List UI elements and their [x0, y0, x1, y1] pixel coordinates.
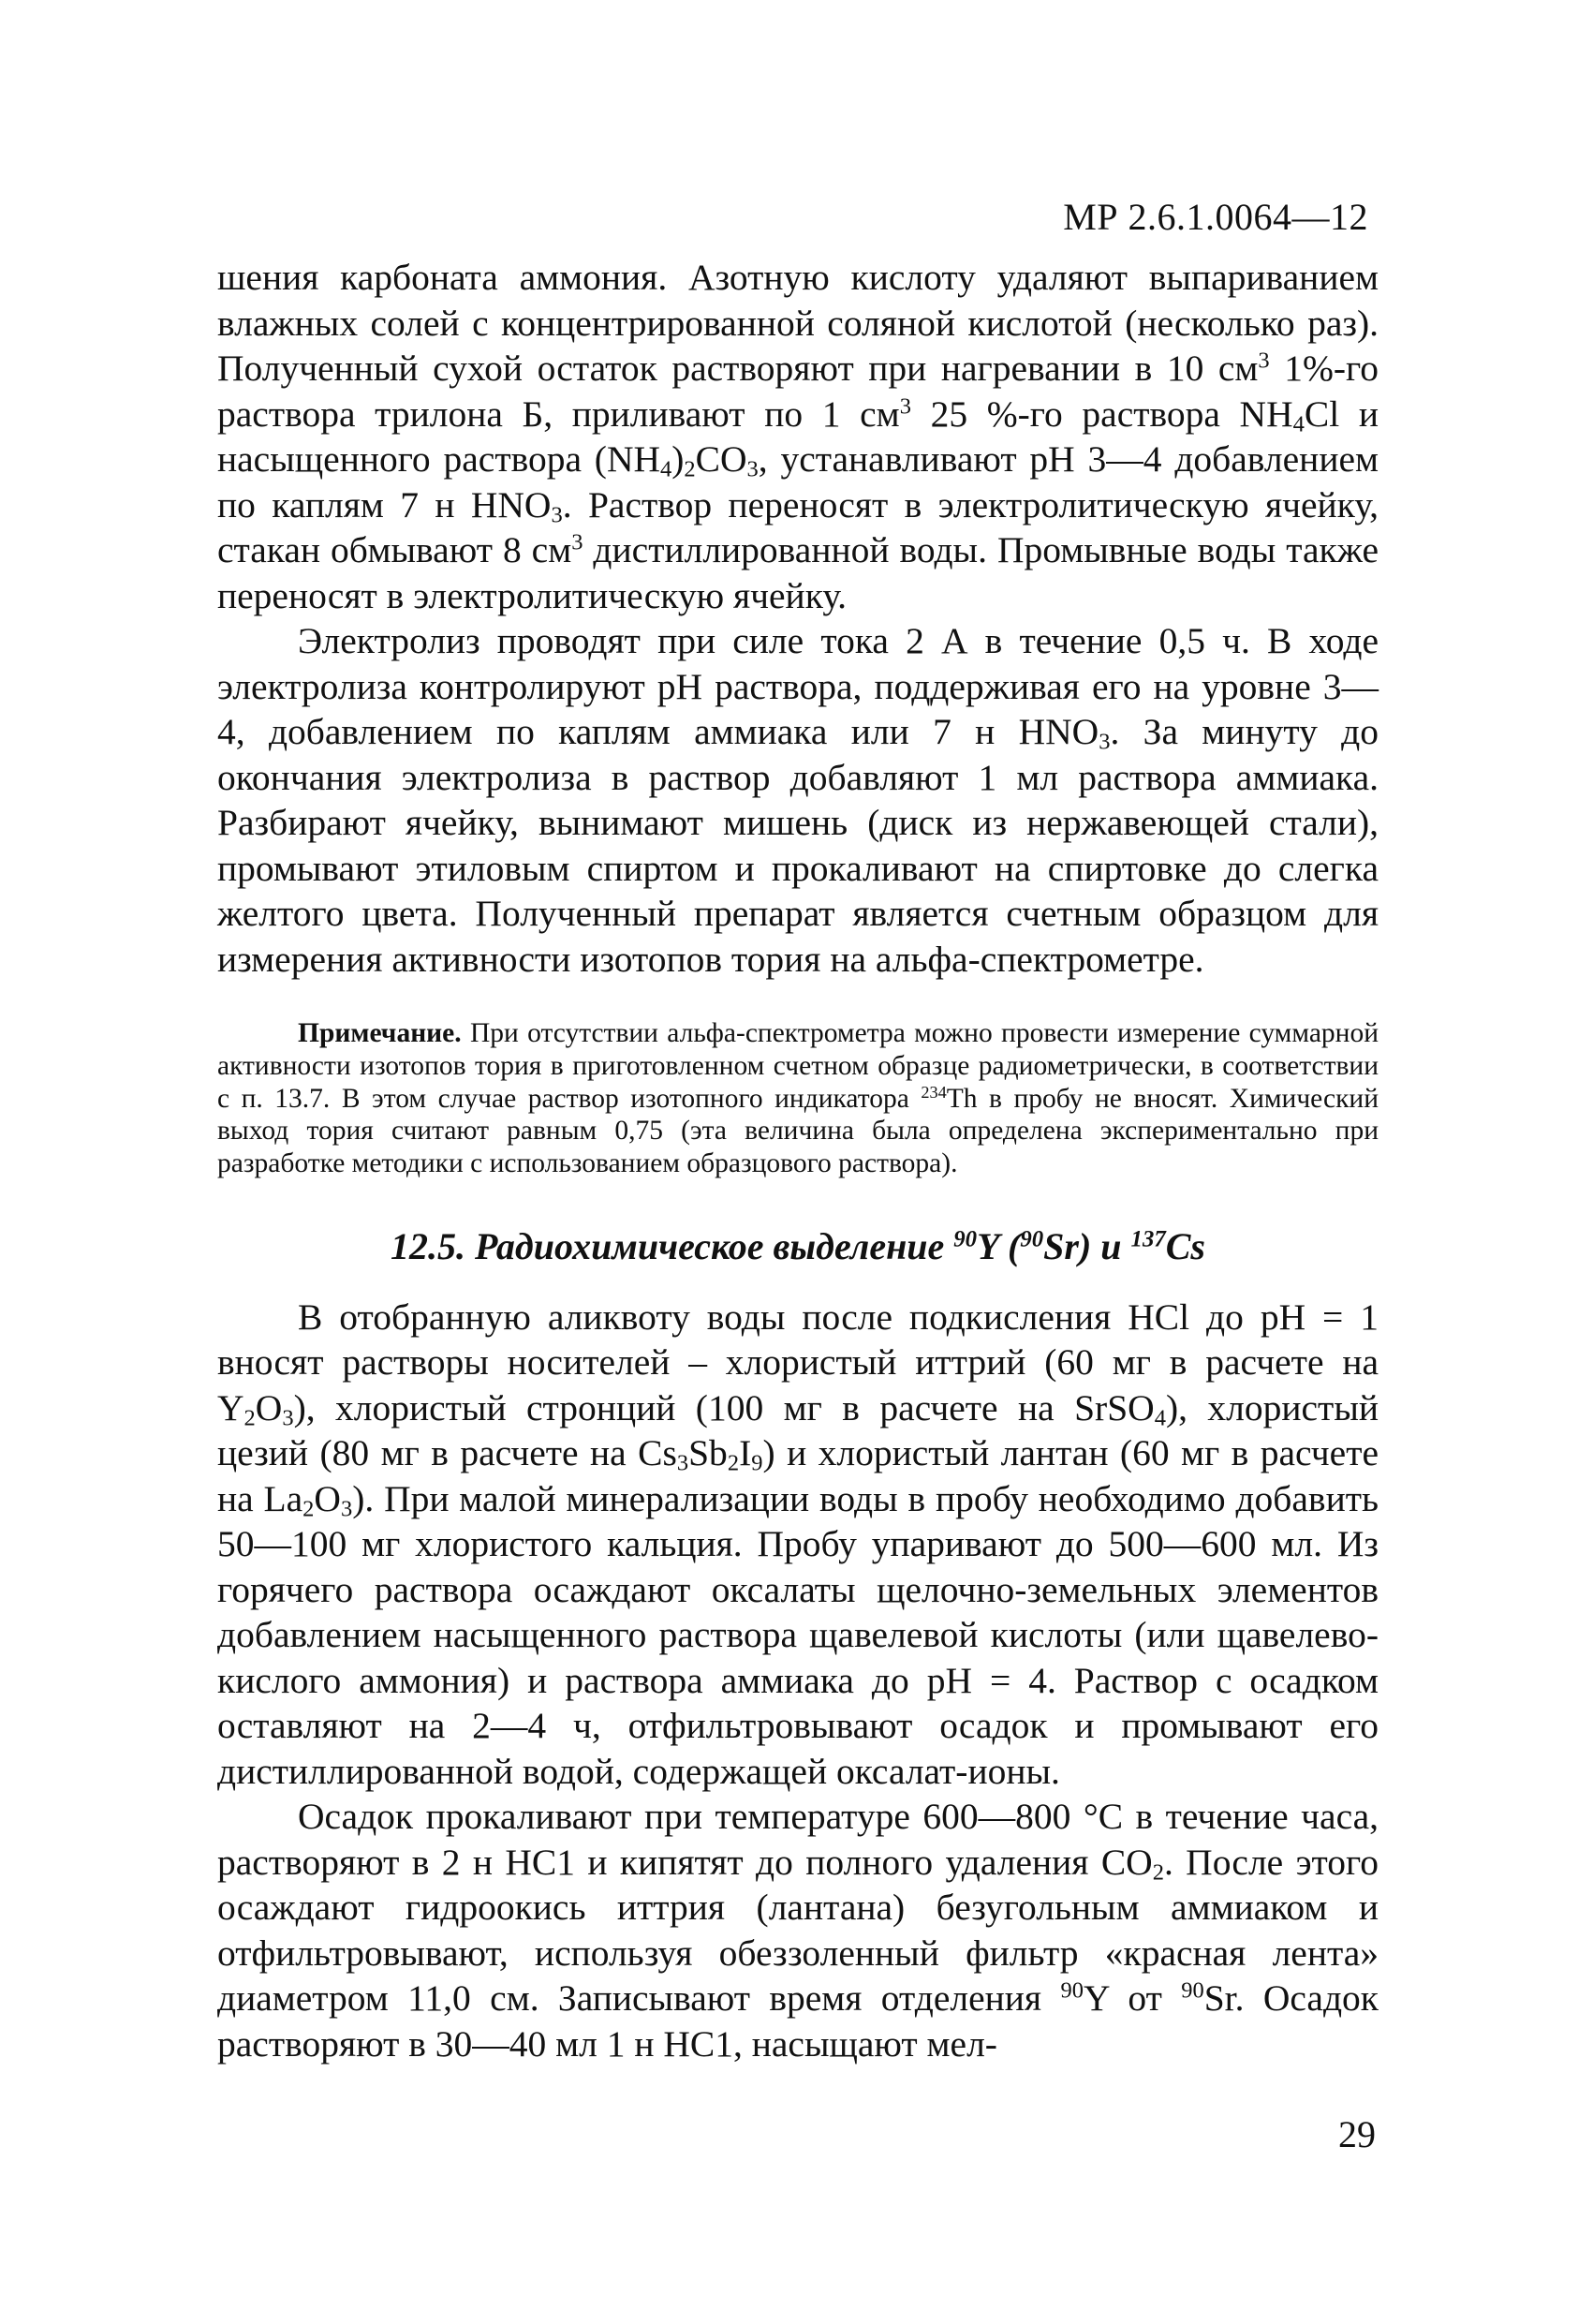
page-content — [217, 255, 1379, 2066]
note-paragraph: Примечание. При отсутствии альфа-спектрометра можно провести измерение суммарной активности изотопов тория в приготовленном счетном образце радиометрически, в соответствии с п. 13.7. В этом случае раствор изотопного индикатора $^{234}$Th в пробу не вносят. Химический выход тория считают равным 0,75 (эта величина была определена экспериментально при разработке методики с использованием образцового раствора). — [217, 1018, 1379, 1179]
paragraph-precipitate: Осадок прокаливают при температуре 600—800 °С в течение часа, растворяют в 2 н НС1 и кипятят до полного удаления $СО_2$. После этого осаждают гидроокись иттрия (лантана) безугольным аммиаком и отфильтровывают, используя обеззоленный фильтр «красная лента» диаметром 11,0 см. Записывают время отделения $^{90}$Y от $^{90}$Sr. Осадок растворяют в 30—40 мл 1 н НС1, насыщают мел- — [217, 1796, 1379, 2065]
document-code: МР 2.6.1.0064—12 — [1063, 196, 1368, 238]
paragraph-electrolysis: Электролиз проводят при силе тока 2 А в течение 0,5 ч. В ходе электролиза контролируют рН раствора, поддерживая его на уровне 3—4, добавлением по каплям аммиака или 7 н $HNO_3$. За минуту до окончания электролиза в раствор добавляют 1 мл раствора аммиака. Разбирают ячейку, вынимают мишень (диск из нержавеющей стали), промывают этиловым спиртом и прокаливают на спиртовке до слегка желтого цвета. Полученный препарат является счетным образцом для измерения активности изотопов тория на альфа-спектрометре. — [217, 620, 1379, 980]
page-number: 29 — [1338, 2113, 1376, 2155]
section-heading: 12.5. Радиохимическое выделение $^{90}$Y ($^{90}$Sr) и $^{137}$Cs — [390, 1224, 1205, 1267]
paragraph-aliquot: В отобранную аликвоту воды после подкисления HCl до рН = 1 вносят растворы носителей – хлористый иттрий (60 мг в расчете на $Y_2O_3$), хлористый стронций (100 мг в расчете на SrSO$_4$), хлористый цезий (80 мг в расчете на $Cs_3Sb_2I_9$) и хлористый лантан (60 мг в расчете на $La_2O_3$). При малой минерализации воды в пробу необходимо добавить 50—100 мг хлористого кальция. Пробу упаривают до 500—600 мл. Из горячего раствора осаждают оксалаты щелочно-земельных элементов добавлением насыщенного раствора щавелевой кислоты (или щавелево-кислого аммония) и раствора аммиака до рН = 4. Раствор с осадком оставляют на 2—4 ч, отфильтровывают осадок и промывают его дистиллированной водой, содержащей оксалат-ионы. — [217, 1295, 1379, 1792]
paragraph-continuation: шения карбоната аммония. Азотную кислоту удаляют выпариванием влажных солей с концентрированной соляной кислотой (несколько раз). Полученный сухой остаток растворяют при нагревании в 10 $см^3$ 1%-го раствора трилона Б, приливают по 1 $см^3$ 25 %-го раствора $NH_4Cl$ и насыщенного раствора $(NH_4)_2CO_3$, устанавливают рН 3—4 добавлением по каплям 7 н $HNO_3$. Раствор переносят в электролитическую ячейку, стакан обмывают 8 $см^3$ дистиллированной воды. Промывные воды также переносят в электролитическую ячейку. — [217, 257, 1379, 616]
note-label: Примечание. — [298, 1018, 462, 1048]
